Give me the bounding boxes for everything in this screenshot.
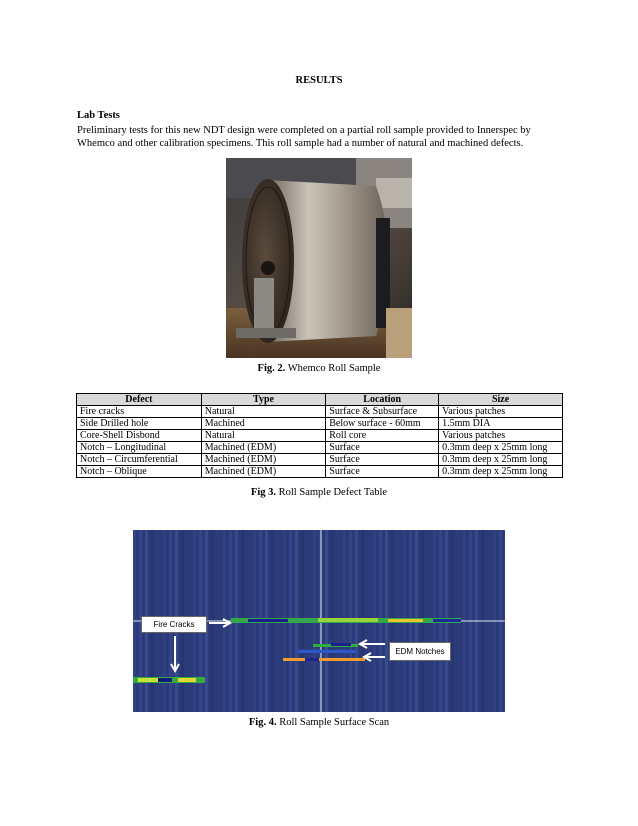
table-cell: Notch – Circumferential	[77, 454, 202, 466]
table-row	[77, 406, 563, 418]
table-row	[77, 466, 563, 478]
fig3-text: Roll Sample Defect Table	[278, 487, 388, 498]
table-cell: Roll core	[326, 430, 439, 442]
table-cell: Fire cracks	[77, 406, 202, 418]
table-cell: Surface & Subsurface	[326, 406, 439, 418]
fig4-label: Fig. 4.	[248, 717, 277, 728]
table-cell: Core-Shell Disbond	[77, 430, 202, 442]
fig3-label: Fig 3.	[250, 487, 277, 498]
column-header: Defect	[77, 394, 202, 406]
edm-notches-callout: EDM Notches	[389, 642, 451, 661]
roll-sample-photo	[226, 158, 412, 358]
column-header: Size	[439, 394, 563, 406]
table-cell: 0.3mm deep x 25mm long	[439, 454, 563, 466]
fig2-text: Whemco Roll Sample	[287, 363, 381, 374]
table-cell: Notch – Oblique	[77, 466, 202, 478]
fig3-caption	[0, 487, 638, 498]
table-cell: Various patches	[439, 406, 563, 418]
fig2-label: Fig. 2.	[257, 363, 286, 374]
column-header: Location	[326, 394, 439, 406]
table-row	[77, 454, 563, 466]
lab-tests-paragraph: Preliminary tests for this new NDT design were completed on a partial roll sample provided to Innerspec by Whemco and other calibration specimens. This roll sample had a number of natural and machined defects.	[77, 125, 531, 149]
section-heading: RESULTS	[295, 75, 343, 86]
table-row	[77, 442, 563, 454]
table-cell: Various patches	[439, 430, 563, 442]
defect-table	[76, 393, 563, 478]
lab-tests-title: Lab Tests	[77, 110, 120, 121]
table-cell: Notch – Longitudinal	[77, 442, 202, 454]
table-cell: 0.3mm deep x 25mm long	[439, 466, 563, 478]
table-cell: Below surface - 60mm	[326, 418, 439, 430]
table-cell: Side Drilled hole	[77, 418, 202, 430]
table-cell: Natural	[201, 406, 325, 418]
table-cell: Machined (EDM)	[201, 466, 325, 478]
fig4-caption	[0, 717, 638, 728]
table-cell: 1.5mm DIA	[439, 418, 563, 430]
surface-scan-image	[133, 530, 505, 712]
fig4-text: Roll Sample Surface Scan	[279, 717, 390, 728]
table-cell: Natural	[201, 430, 325, 442]
table-row	[77, 430, 563, 442]
table-cell: Surface	[326, 442, 439, 454]
fire-cracks-callout: Fire Cracks	[141, 616, 207, 633]
table-cell: Surface	[326, 454, 439, 466]
column-header: Type	[201, 394, 325, 406]
table-cell: 0.3mm deep x 25mm long	[439, 442, 563, 454]
table-cell: Machined (EDM)	[201, 442, 325, 454]
table-cell: Machined (EDM)	[201, 454, 325, 466]
fig2-caption	[0, 363, 638, 374]
table-cell: Machined	[201, 418, 325, 430]
table-cell: Surface	[326, 466, 439, 478]
table-row	[77, 418, 563, 430]
table-header-row	[77, 394, 563, 406]
